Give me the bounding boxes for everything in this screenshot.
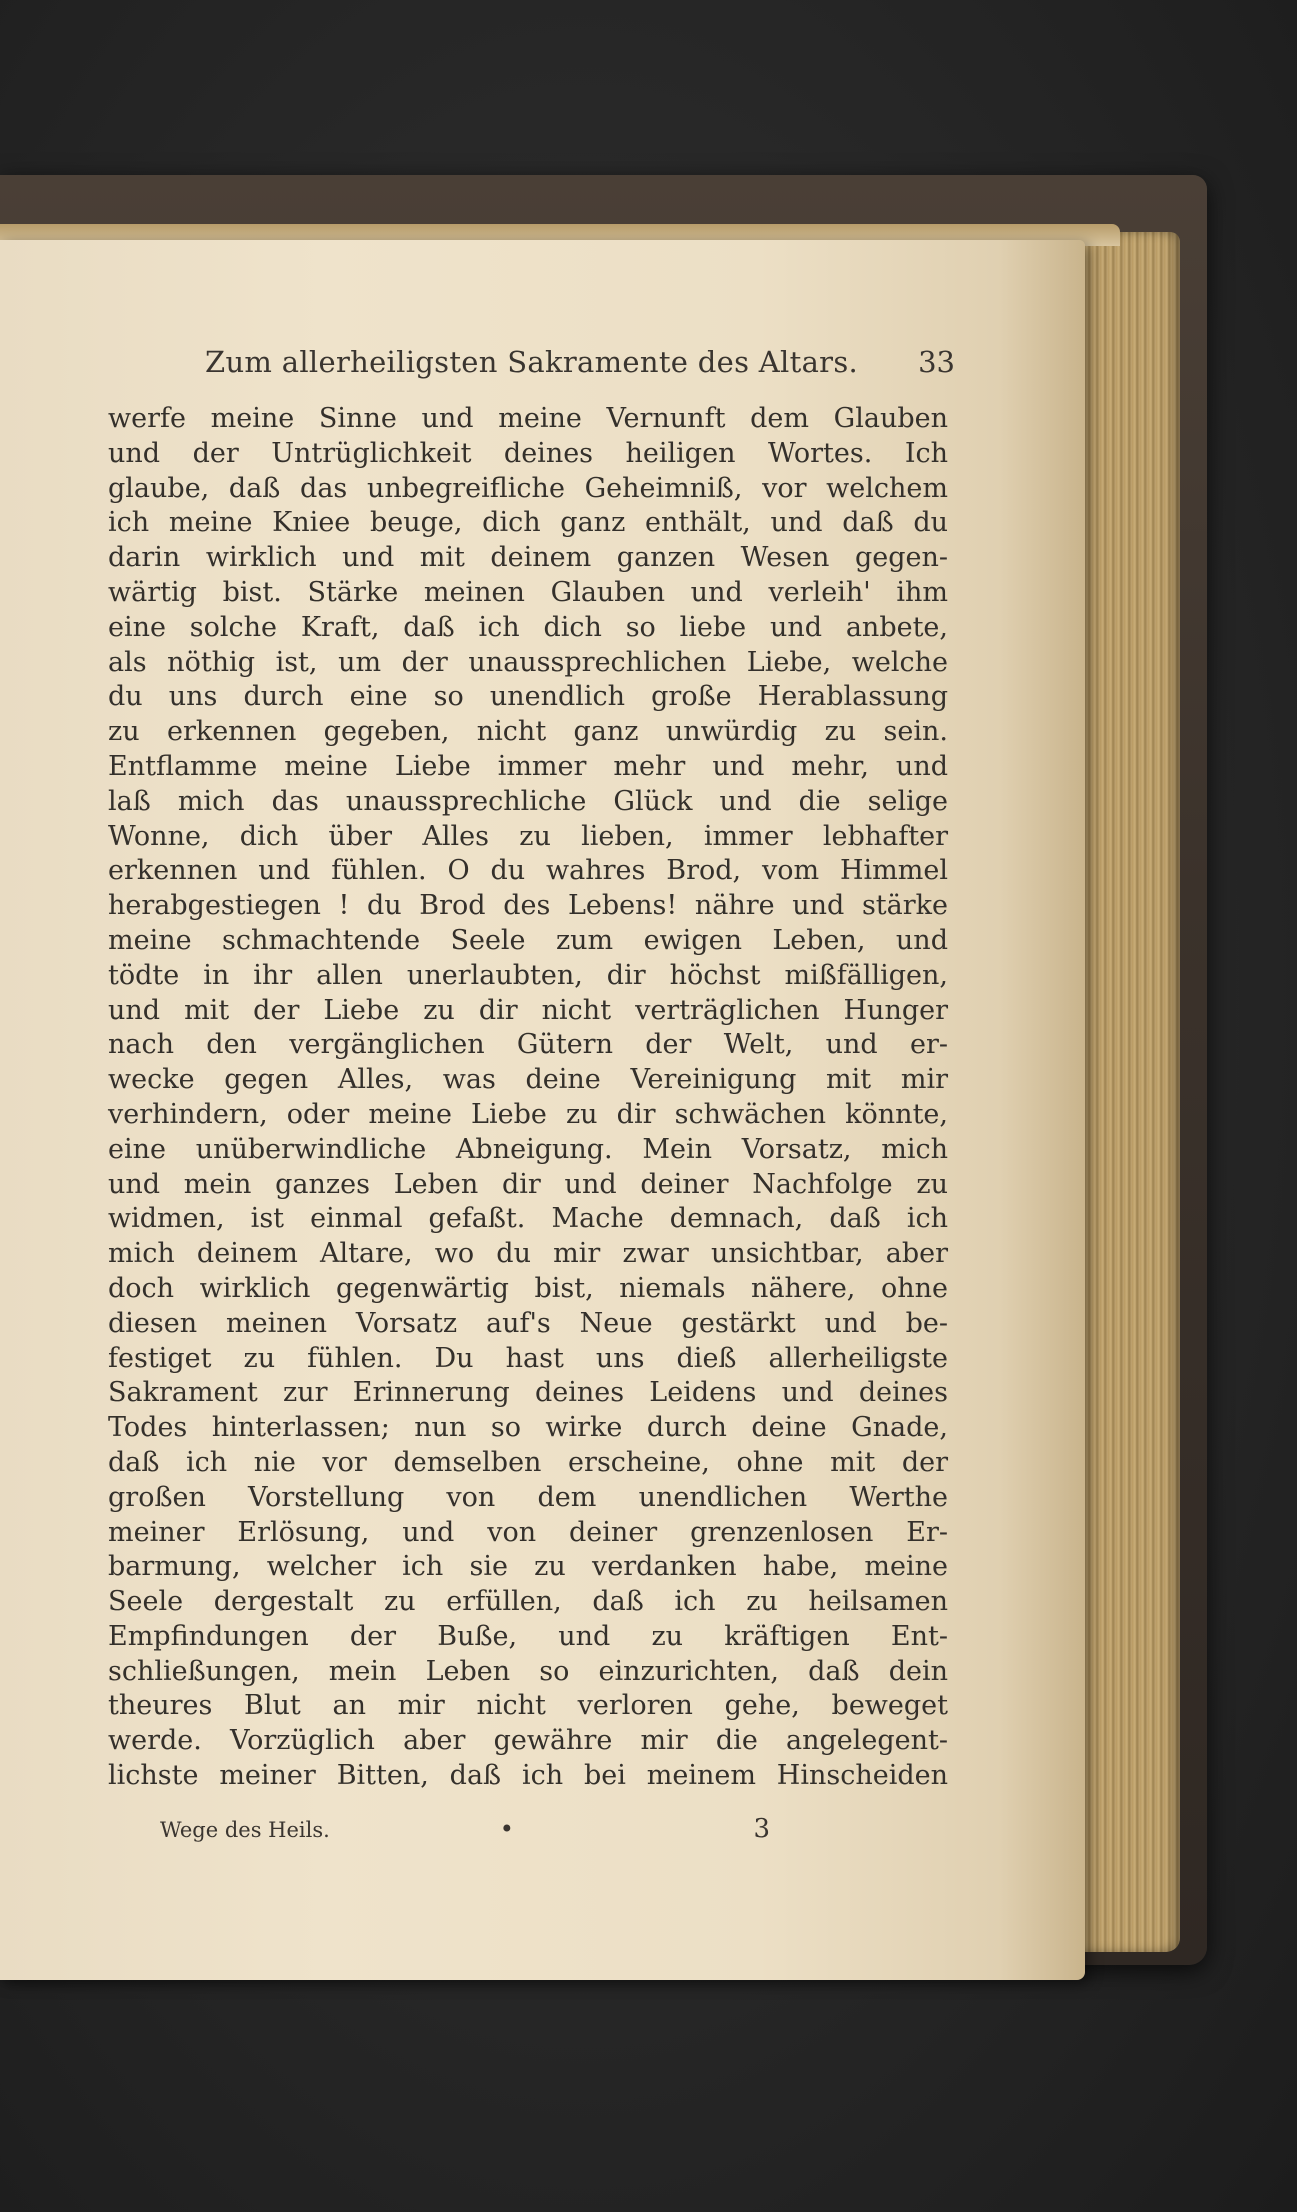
text-line: Empfindungen der Buße, und zu kräftigen Ent- [108,1620,948,1652]
text-line: und mit der Liebe zu dir nicht verträglichen Hunger [108,994,948,1026]
text-line: widmen, ist einmal gefaßt. Mache demnach, daß ich [108,1203,948,1235]
text-line: daß ich nie vor demselben erscheine, ohne mit der [108,1446,948,1478]
text-line: wecke gegen Alles, was deine Vereinigung mit mir [108,1064,948,1096]
text-line: du uns durch eine so unendlich große Herablassung [108,681,948,713]
text-line: und der Untrüglichkeit deines heiligen Wortes. Ich [108,437,948,469]
text-line: werde. Vorzüglich aber gewähre mir die angelegent- [108,1725,948,1757]
text-line: Wonne, dich über Alles zu lieben, immer lebhafter [108,820,948,852]
text-line: herabgestiegen ! du Brod des Lebens! nähre und stärke [108,890,948,922]
text-line: werfe meine Sinne und meine Vernunft dem Glauben [108,403,948,434]
body-text [108,402,948,1794]
text-line: verhindern, oder meine Liebe zu dir schwächen könnte, [108,1098,948,1130]
text-line: mich deinem Altare, wo du mir zwar unsichtbar, aber [108,1238,948,1270]
text-line: ich meine Kniee beuge, dich ganz enthält, und daß du [108,507,948,539]
text-line: diesen meinen Vorsatz auf's Neue gestärkt und be- [108,1307,948,1339]
text-line: Todes hinterlassen; nun so wirke durch deine Gnade, [108,1412,948,1444]
text-line: theures Blut an mir nicht verloren gehe, beweget [108,1690,948,1722]
running-head: Zum allerheiligsten Sakramente des Altars. [205,345,859,379]
text-line: barmung, welcher ich sie zu verdanken habe, meine [108,1551,948,1583]
text-line: meine schmachtende Seele zum ewigen Leben, und [108,924,948,956]
footer-dot: • [499,1815,514,1843]
page-number: 33 [918,345,955,379]
text-line: nach den vergänglichen Gütern der Welt, und er- [108,1029,948,1061]
text-line: Sakrament zur Erinnerung deines Leidens und deines [108,1377,948,1409]
text-line: zu erkennen gegeben, nicht ganz unwürdig zu sein. [108,716,948,748]
text-line: laß mich das unaussprechliche Glück und die selige [108,785,948,817]
text-line: erkennen und fühlen. O du wahres Brod, vom Himmel [108,855,948,887]
text-line: und mein ganzes Leben dir und deiner Nachfolge zu [108,1168,948,1200]
text-line: lichste meiner Bitten, daß ich bei meinem Hinscheiden [108,1760,948,1792]
text-line: festiget zu fühlen. Du hast uns dieß allerheiligste [108,1342,948,1374]
signature-mark: 3 [753,1814,770,1844]
text-line: wärtig bist. Stärke meinen Glauben und verleih' ihm [108,576,948,608]
page-footer [160,1814,770,1844]
text-line: Entflamme meine Liebe immer mehr und mehr, und [108,750,948,782]
text-line: schließungen, mein Leben so einzurichten, daß dein [108,1655,948,1687]
text-line: meiner Erlösung, und von deiner grenzenlosen Er- [108,1516,948,1548]
text-line: Seele dergestalt zu erfüllen, daß ich zu heilsamen [108,1586,948,1618]
text-line: eine unüberwindliche Abneigung. Mein Vorsatz, mich [108,1133,948,1165]
page-header [205,345,955,379]
text-line: als nöthig ist, um der unaussprechlichen Liebe, welche [108,646,948,678]
text-line: doch wirklich gegenwärtig bist, niemals nähere, ohne [108,1272,948,1304]
signature-title: Wege des Heils. [160,1818,330,1842]
text-line: großen Vorstellung von dem unendlichen Werthe [108,1481,948,1513]
text-line: tödte in ihr allen unerlaubten, dir höchst mißfälligen, [108,959,948,991]
text-line: eine solche Kraft, daß ich dich so liebe und anbete, [108,611,948,643]
text-line: glaube, daß das unbegreifliche Geheimniß, vor welchem [108,472,948,504]
text-line: darin wirklich und mit deinem ganzen Wesen gegen- [108,542,948,574]
